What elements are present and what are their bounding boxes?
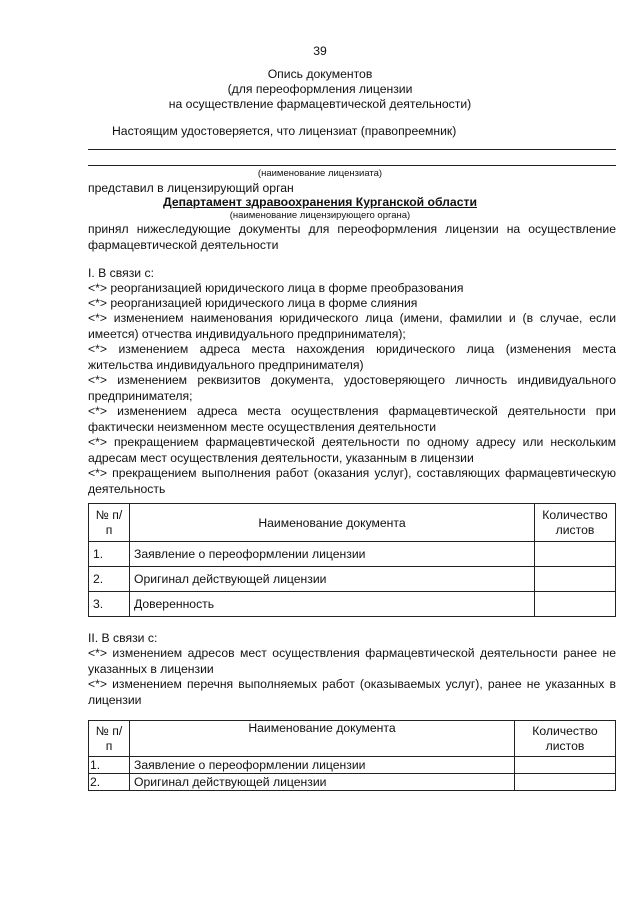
- section1-item: <*> изменением адреса места нахождения юридического лица (изменения места жительства индивидуального предпринимателя): [88, 342, 616, 372]
- col-number-header: № п/п: [89, 504, 130, 542]
- row-document-name: Заявление о переоформлении лицензии: [130, 757, 515, 774]
- licensee-blank-line-2: [88, 165, 616, 166]
- licensee-blank-line-1: [88, 149, 616, 150]
- row-sheets: [535, 567, 616, 592]
- table-header-row: [89, 504, 616, 542]
- row-number: 1.: [89, 542, 130, 567]
- submitted-to-text: представил в лицензирующий орган: [88, 181, 294, 195]
- intro-text: Настоящим удостоверяется, что лицензиат (правопреемник): [112, 124, 457, 138]
- col-document-name-header: Наименование документа: [130, 504, 535, 542]
- section2-heading: II. В связи с:: [88, 631, 158, 645]
- section1-item: <*> прекращением фармацевтической деятельности по одному адресу или нескольким адресам мест осуществления деятельности, указанным в лицензии: [88, 435, 616, 465]
- table-row: [89, 757, 616, 774]
- col-sheets-header: Количество листов: [535, 504, 616, 542]
- row-sheets: [535, 592, 616, 617]
- section2-item: <*> изменением адресов мест осуществления фармацевтической деятельности ранее не указанных в лицензии: [88, 646, 616, 676]
- col-document-name-header: Наименование документа: [130, 721, 515, 757]
- row-number: 3.: [89, 592, 130, 617]
- licensee-caption: (наименование лицензиата): [257, 168, 383, 179]
- col-number-header: № п/п: [89, 721, 130, 757]
- col-sheets-header: Количество листов: [515, 721, 616, 757]
- row-document-name: Оригинал действующей лицензии: [130, 774, 515, 791]
- row-document-name: Доверенность: [130, 592, 535, 617]
- authority-caption: (наименование лицензирующего органа): [229, 210, 411, 221]
- row-number: 2.: [89, 774, 130, 791]
- doc-title-line2: (для переоформления лицензии: [227, 82, 413, 96]
- accepted-text: принял нижеследующие документы для переоформления лицензии на осуществление фармацевтической деятельности: [88, 222, 616, 252]
- row-number: 2.: [89, 567, 130, 592]
- section2-item: <*> изменением перечня выполняемых работ (оказываемых услуг), ранее не указанных в лицензии: [88, 677, 616, 707]
- section1-item: <*> изменением наименования юридического лица (имени, фамилии и (в случае, если имеется) отчества индивидуального предпринимателя);: [88, 311, 616, 341]
- section2-documents-table: [88, 720, 616, 791]
- row-number: 1.: [89, 757, 130, 774]
- section1-item: <*> прекращением выполнения работ (оказания услуг), составляющих фармацевтическую деятельность: [88, 466, 616, 496]
- doc-title-line3: на осуществление фармацевтической деятельности): [168, 97, 472, 111]
- doc-title-line1: Опись документов: [267, 67, 373, 81]
- section1-item: <*> реорганизацией юридического лица в форме преобразования: [88, 281, 464, 295]
- row-sheets: [535, 542, 616, 567]
- row-document-name: Заявление о переоформлении лицензии: [130, 542, 535, 567]
- row-document-name: Оригинал действующей лицензии: [130, 567, 535, 592]
- section1-item: <*> реорганизацией юридического лица в форме слияния: [88, 296, 418, 310]
- section1-item: <*> изменением адреса места осуществления фармацевтической деятельности при фактически неизменном месте осуществления деятельности: [88, 404, 616, 434]
- section1-heading: I. В связи с:: [88, 266, 154, 280]
- table-row: [89, 592, 616, 617]
- page-number: 39: [313, 44, 327, 58]
- row-sheets: [515, 757, 616, 774]
- table-row: [89, 567, 616, 592]
- row-sheets: [515, 774, 616, 791]
- table-row: [89, 542, 616, 567]
- section1-documents-table: [88, 503, 616, 617]
- authority-name: Департамент здравоохранения Курганской области: [163, 195, 477, 209]
- table-header-row: [89, 721, 616, 757]
- table-row: [89, 774, 616, 791]
- section1-item: <*> изменением реквизитов документа, удостоверяющего личность индивидуального предпринимателя;: [88, 373, 616, 403]
